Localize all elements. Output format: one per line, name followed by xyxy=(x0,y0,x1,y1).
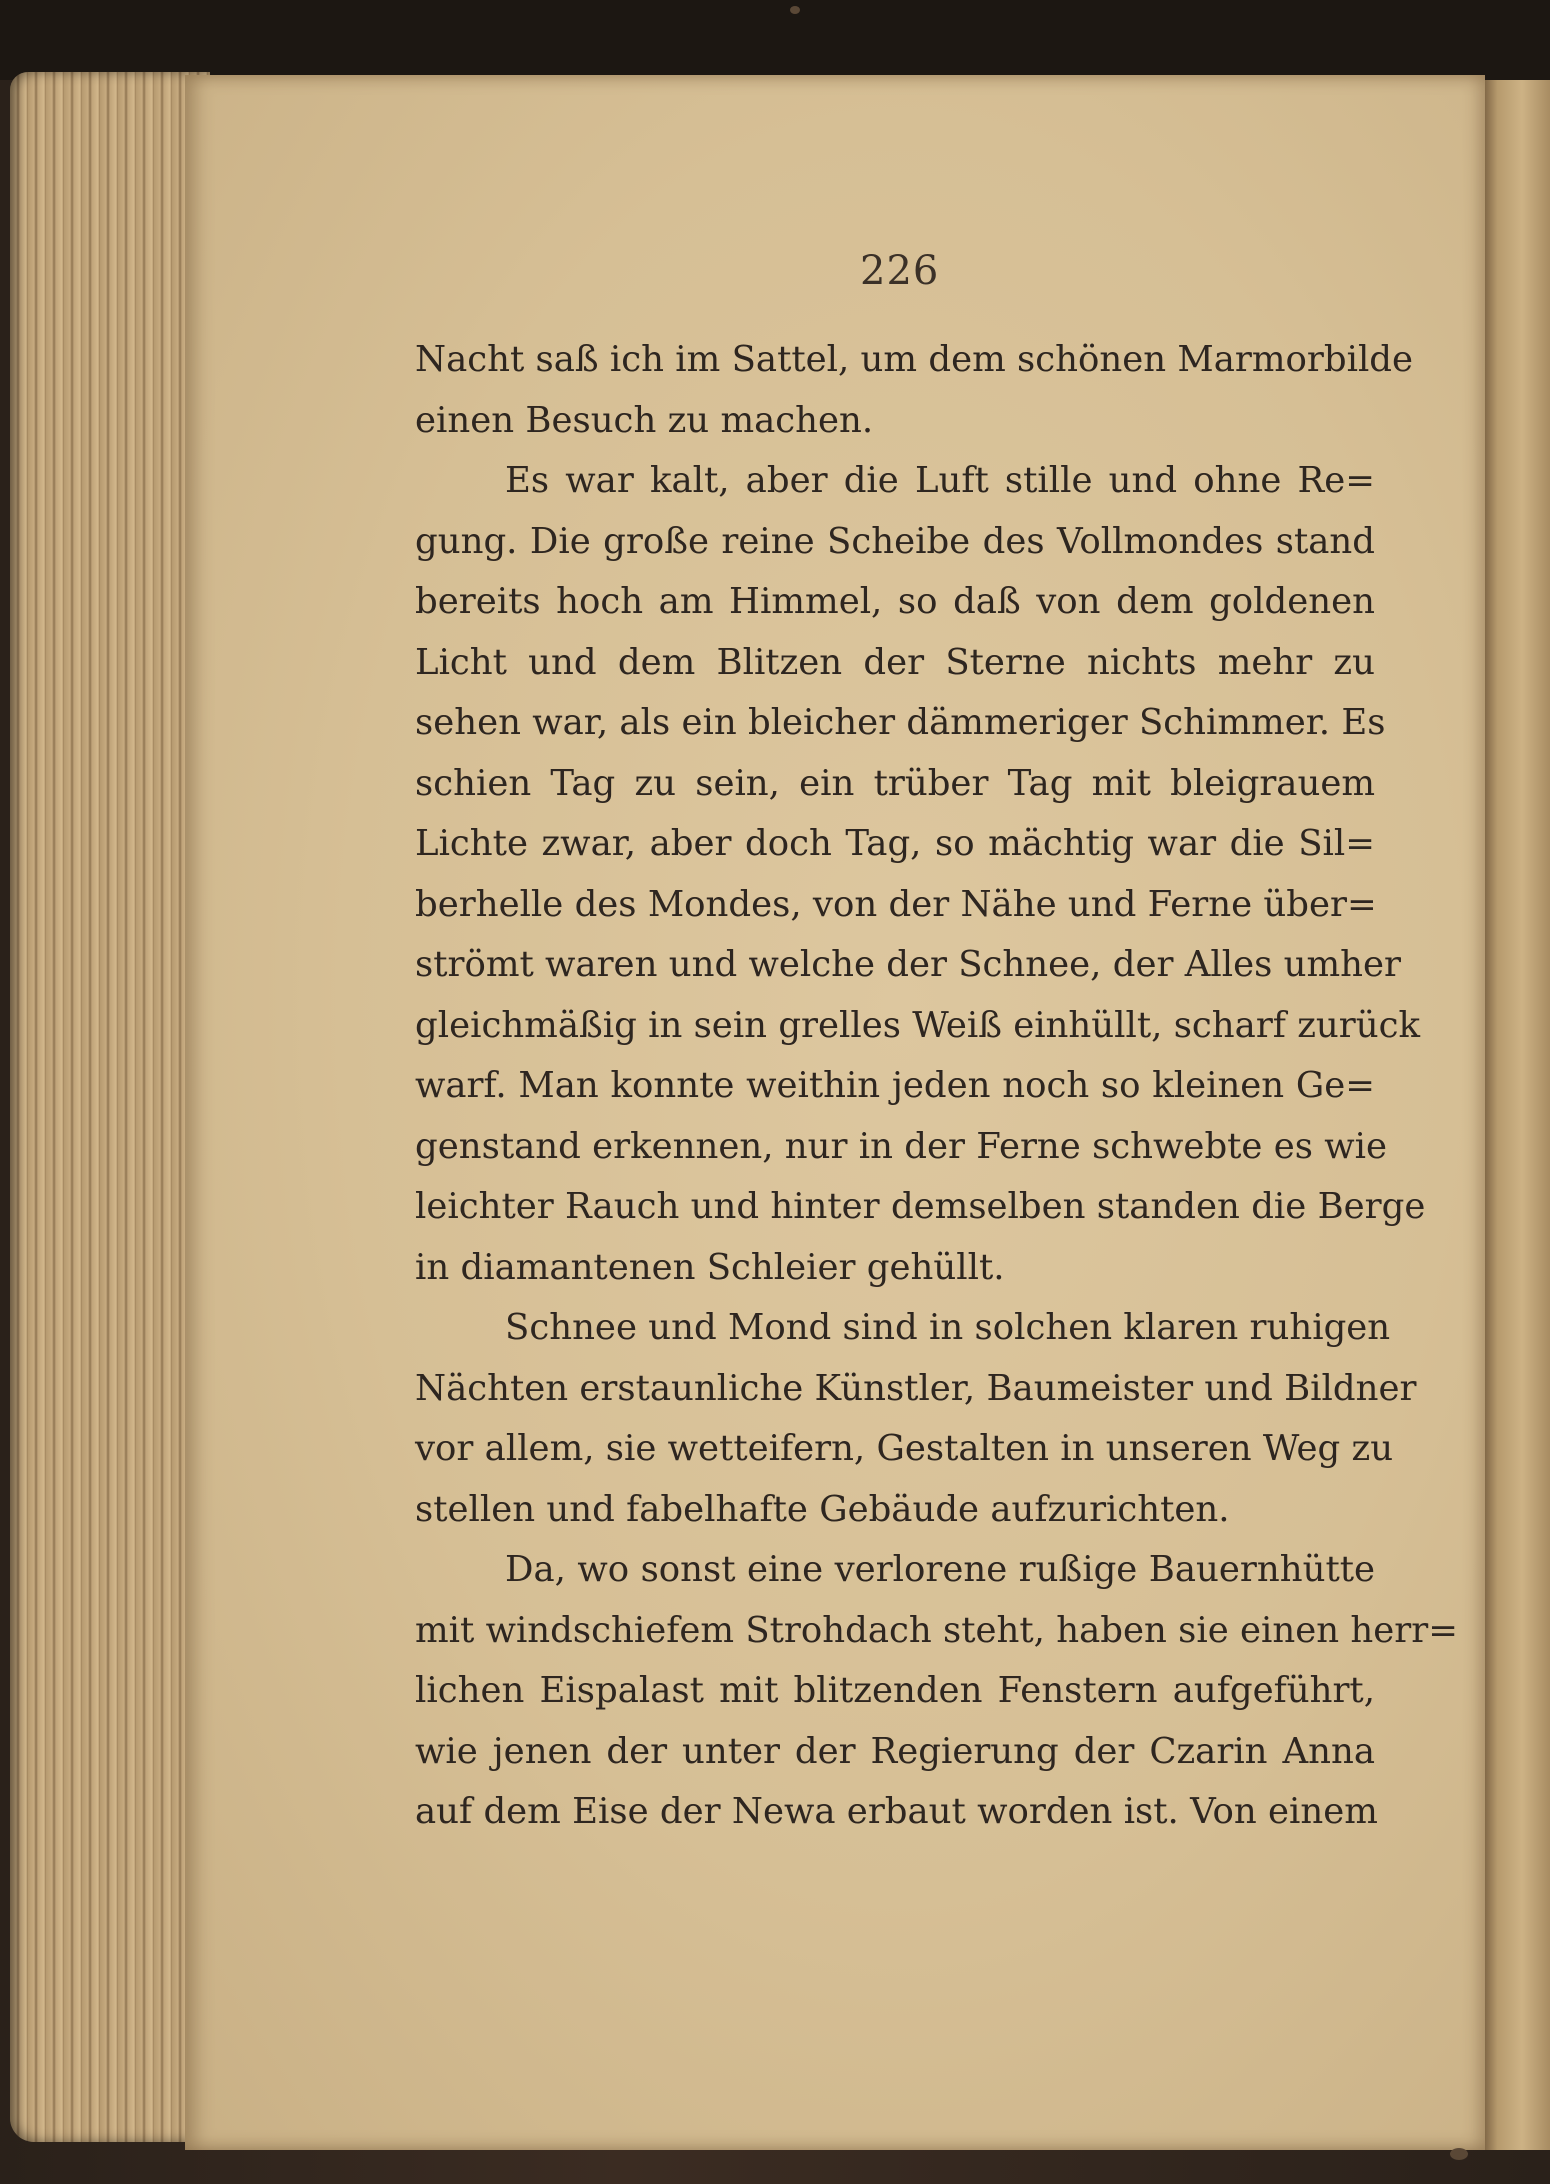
text-line: sehen war, als ein bleicher dämmeriger Schimmer. Es xyxy=(415,702,1386,743)
text-line: in diamantenen Schleier gehüllt. xyxy=(415,1246,1005,1288)
text-line: Lichte zwar, aber doch Tag, so mächtig war die Sil= xyxy=(415,823,1375,864)
text-line: genstand erkennen, nur in der Ferne schwebte es wie xyxy=(415,1125,1387,1167)
text-line: bereits hoch am Himmel, so daß von dem goldenen xyxy=(415,581,1375,622)
text-line: Da, wo sonst eine verlorene rußige Bauernhütte xyxy=(505,1549,1375,1590)
text-line: schien Tag zu sein, ein trüber Tag mit bleigrauem xyxy=(415,762,1375,804)
text-line: Es war kalt, aber die Luft stille und ohne Re= xyxy=(505,460,1375,501)
body-text xyxy=(415,330,1458,1843)
text-line: Nacht saß ich im Sattel, um dem schönen Marmorbilde xyxy=(415,339,1414,380)
text-line: strömt waren und welche der Schnee, der Alles umher xyxy=(415,944,1401,985)
text-line: mit windschiefem Strohdach steht, haben sie einen herr= xyxy=(415,1609,1458,1651)
page-number: 226 xyxy=(860,248,940,294)
next-page-edge xyxy=(1480,80,1550,2150)
text-line: Nächten erstaunliche Künstler, Baumeister und Bildner xyxy=(415,1367,1417,1409)
text-line: lichen Eispalast mit blitzenden Fenstern aufgeführt, xyxy=(415,1670,1375,1711)
text-line: auf dem Eise der Newa erbaut worden ist. Von einem xyxy=(415,1791,1378,1832)
text-line: gleichmäßig in sein grelles Weiß einhüllt, scharf zurück xyxy=(415,1004,1421,1046)
decorative-speck xyxy=(1450,2148,1468,2160)
text-line: Licht und dem Blitzen der Sterne nichts mehr zu xyxy=(415,641,1375,683)
text-line: gung. Die große reine Scheibe des Vollmondes stand xyxy=(415,520,1375,562)
book-cover-top-edge xyxy=(0,0,1550,80)
text-line: stellen und fabelhafte Gebäude aufzurichten. xyxy=(415,1488,1230,1530)
page-edges-stack xyxy=(10,72,210,2142)
text-line: Schnee und Mond sind in solchen klaren ruhigen xyxy=(505,1307,1391,1348)
decorative-speck xyxy=(790,6,800,14)
text-line: einen Besuch zu machen. xyxy=(415,399,874,441)
text-line: leichter Rauch und hinter demselben standen die Berge xyxy=(415,1186,1426,1227)
text-line: vor allem, sie wetteifern, Gestalten in unseren Weg zu xyxy=(415,1428,1394,1469)
text-line: warf. Man konnte weithin jeden noch so kleinen Ge= xyxy=(415,1065,1375,1106)
text-line: wie jenen der unter der Regierung der Czarin Anna xyxy=(415,1730,1375,1772)
text-line: berhelle des Mondes, von der Nähe und Ferne über= xyxy=(415,883,1377,925)
